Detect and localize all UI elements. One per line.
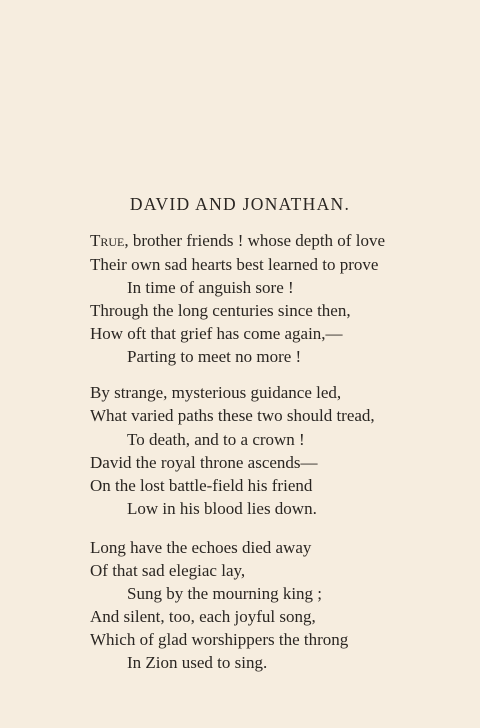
poem-line: By strange, mysterious guidance led, bbox=[90, 383, 342, 402]
poem-line: Their own sad hearts best learned to prove bbox=[90, 255, 379, 274]
poem-line: And silent, too, each joyful song, bbox=[90, 607, 316, 626]
poem-line: Which of glad worshippers the throng bbox=[90, 630, 349, 649]
poem-line-indented: In time of anguish sore ! bbox=[127, 278, 294, 297]
poem-line: David the royal throne ascends— bbox=[90, 453, 318, 472]
poem-line: Long have the echoes died away bbox=[90, 538, 312, 557]
poem-line-indented: Sung by the mourning king ; bbox=[127, 584, 323, 603]
poem-line-indented: To death, and to a crown ! bbox=[127, 430, 305, 449]
poem-line: Of that sad elegiac lay, bbox=[90, 561, 246, 580]
poem-line: On the lost battle-field his friend bbox=[90, 476, 313, 495]
line-text: , brother friends ! whose depth of love bbox=[124, 231, 385, 250]
drop-word: True bbox=[90, 231, 125, 250]
poem-title: DAVID AND JONATHAN. bbox=[129, 194, 351, 214]
poem-line: Through the long centuries since then, bbox=[90, 301, 351, 320]
poem-line-indented: Low in his blood lies down. bbox=[127, 499, 317, 518]
poem-line-indented: Parting to meet no more ! bbox=[127, 347, 302, 366]
poem-line-indented: In Zion used to sing. bbox=[127, 653, 268, 672]
poem-line: What varied paths these two should tread, bbox=[90, 406, 375, 425]
poem-line bbox=[90, 229, 385, 253]
poem-line: How oft that grief has come again,— bbox=[90, 324, 343, 343]
